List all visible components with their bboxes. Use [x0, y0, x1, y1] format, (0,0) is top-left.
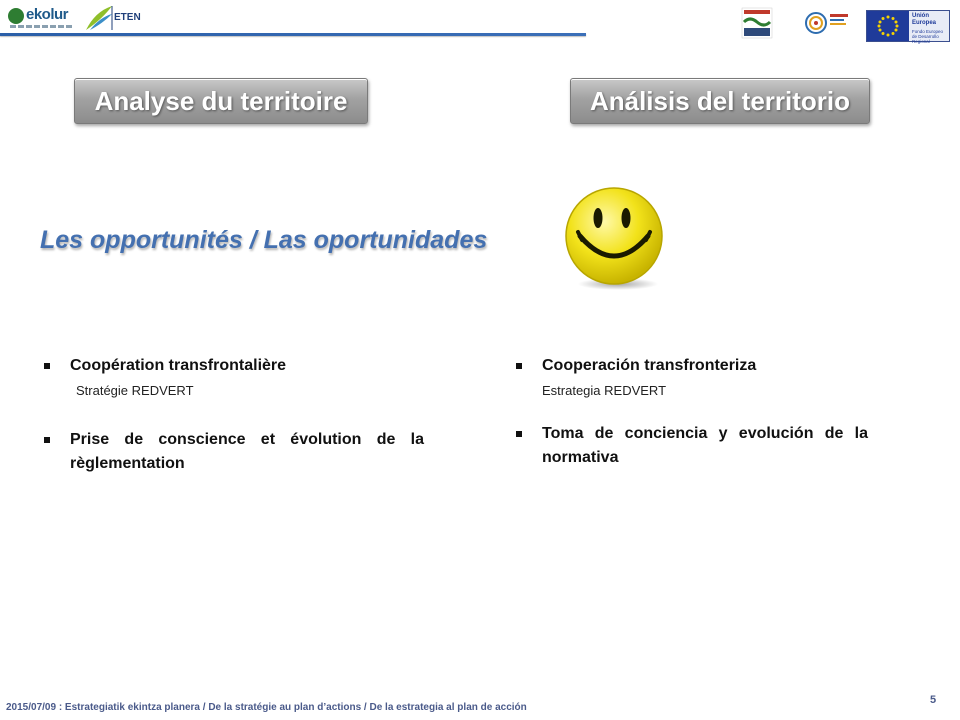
french-bullet-list: [44, 354, 424, 476]
bullet-icon: [516, 431, 522, 437]
list-item: [44, 428, 424, 476]
eu-logo-title: Unión Europea: [912, 13, 937, 26]
title-spanish: Análisis del territorio: [570, 78, 870, 124]
bullet-icon: [44, 363, 50, 369]
header-divider: [0, 33, 586, 36]
bullet-icon: [44, 437, 50, 443]
ekolur-tagline: [10, 25, 72, 28]
list-item-note: Estrategia REDVERT: [542, 383, 667, 398]
aquitaine-emblem-icon: [740, 6, 774, 40]
title-french: Analyse du territoire: [74, 78, 368, 124]
footer-text: 2015/07/09 : Estrategiatik ekintza planera / De la stratégie au plan d’actions / De la estrategia al plan de acción: [6, 702, 527, 713]
eu-flag-icon: [867, 11, 909, 41]
list-item-label: Coopération transfrontalière: [70, 357, 287, 374]
eten-logo: [82, 4, 142, 32]
list-item-label: Toma de conciencia y evolución de la normativa: [542, 425, 868, 466]
eu-logo-subtitle: Fondo Europeo de Desarrollo Regional: [912, 29, 944, 44]
cross-border-logo: [800, 6, 850, 40]
section-subtitle: Les opportunités / Las oportunidades: [40, 226, 488, 254]
spanish-bullet-list: [516, 354, 868, 470]
aquitaine-logo: [740, 6, 774, 40]
ekolur-logo: [8, 6, 74, 30]
ekolur-mark-icon: [8, 8, 24, 24]
smiley-face-icon: [560, 186, 672, 292]
eten-logo-text: ETEN: [114, 12, 141, 23]
page-number: 5: [930, 694, 937, 706]
spiral-emblem-icon: [800, 6, 850, 40]
ekolur-logo-text: ekolur: [26, 6, 69, 23]
bullet-icon: [516, 363, 522, 369]
list-item-note: Stratégie REDVERT: [76, 383, 194, 398]
list-item: [516, 422, 868, 470]
eu-logo-text: [909, 11, 949, 44]
eu-feder-logo: [866, 10, 950, 42]
list-item: [516, 354, 868, 378]
list-item-label: Prise de conscience et évolution de la règlementation: [70, 431, 424, 472]
list-item: [44, 354, 424, 378]
list-item-label: Cooperación transfronteriza: [542, 357, 757, 374]
